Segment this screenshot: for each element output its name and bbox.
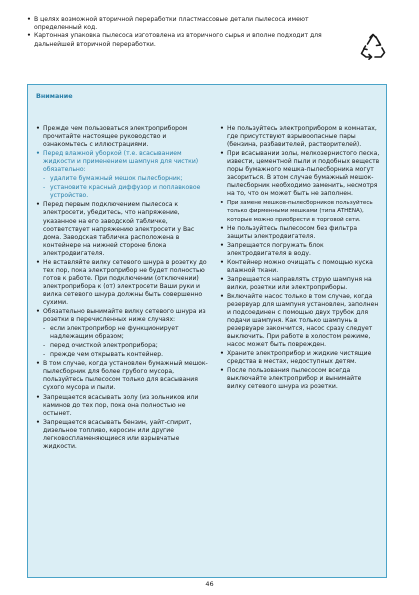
list-item: • При замене мешков-пылесборников пользуйтесь только фирменными мешками (типа ATHENA), которые можно приобрести в торговой сети.: [220, 199, 382, 223]
list-item: • При всасывании золы, мелкозернистого песка, извести, цементной пыли и подобных веществ поры бумажного мешка-пылесборника могут засориться. В этом случае бумажный мешок-пылесборник необходимо заменить, несмотря на то, что он может быть не заполнен.: [220, 150, 382, 198]
list-subitem: - если электроприбор не функционирует надлежащим образом;: [36, 325, 212, 341]
list-subitem: - перед очисткой электроприбора;: [36, 342, 212, 350]
recycle-icon: [359, 32, 387, 60]
list-subitem: - установите красный диффузор и поплавковое устройство.: [36, 184, 212, 200]
intro-note: • В целях возможной вторичной переработки пластмассовые детали пылесоса имеют определенный код.: [27, 16, 349, 32]
list-item: • Не пользуйтесь пылесосом без фильтра защиты электродвигателя.: [220, 225, 382, 241]
list-subitem: - удалите бумажный мешок пылесборник;: [36, 175, 212, 183]
warning-column-left: [36, 125, 212, 452]
intro-note: • Картонная упаковка пылесоса изготовлена из вторичного сырья и вполне подходит для дальнейшей вторичной переработки.: [27, 32, 349, 48]
intro-list: [27, 16, 349, 49]
list-item: • После пользования пылесосом всегда выключайте электроприбор и вынимайте вилку сетевого шнура из розетки.: [220, 367, 382, 391]
warning-column-right: [220, 125, 382, 393]
list-item: • Запрещается всасывать бензин, уайт-спирит, дизельное топливо, керосин или другие легковоспламеняющиеся или взрывчатые жидкости.: [36, 419, 212, 451]
list-subitem: - прежде чем открывать контейнер.: [36, 351, 212, 359]
list-item: • Запрещается направлять струю шампуня на вилки, розетки или электроприборы.: [220, 276, 382, 292]
list-item: • Запрещается погружать блок электродвигателя в воду.: [220, 242, 382, 258]
list-item: • Не вставляйте вилку сетевого шнура в розетку до тех пор, пока электроприбор не будет полностью готов к работе. При подключении (отключении) электроприбора к (от) электросети Ваши руки и вилка сетевого шнура должны быть совершенно сухими.: [36, 259, 212, 307]
list-item: • Перед влажной уборкой (т.е. всасыванием жидкости и применением шампуня для чистки) обязательно:: [36, 150, 212, 174]
list-item: • Обязательно вынимайте вилку сетевого шнура из розетки в перечисленных ниже случаях:: [36, 308, 212, 324]
list-item: • Контейнер можно очищать с помощью куска влажной ткани.: [220, 259, 382, 275]
warning-box: [27, 84, 387, 578]
list-item: • Храните электроприбор и жидкие чистящие средства в местах, недоступных детям.: [220, 350, 382, 366]
list-item: • Перед первым подключением пылесоса к электросети, убедитесь, что напряжение, указанное на его заводской табличке, соответствует напряжению электросети у Вас дома. Заводская табличка расположена в контейнере на нижней стороне блока электродвигателя.: [36, 201, 212, 257]
warning-title: Внимание: [36, 92, 73, 100]
list-item: • Не пользуйтесь электроприбором в комнатах, где присутствуют взрывоопасные пары (бензина, разбавителей, растворителей).: [220, 125, 382, 149]
intro-notes: [27, 16, 349, 49]
list-item: • Запрещается всасывать золу (из зольников или каминов до тех пор, пока она полностью не остынет.: [36, 394, 212, 418]
list-item: • В том случае, когда установлен бумажный мешок-пылесборник для более грубого мусора, пользуйтесь пылесосом только для всасывания сухого мусора и пыли.: [36, 360, 212, 392]
page-number: 46: [205, 580, 214, 588]
list-item: • Включайте насос только в том случае, когда резервуар для шампуня установлен, заполнен и подсоединен с помощью двух трубок для подачи шампуня. Как только шампунь в резервуаре закончится, насос сразу следует выключить. При работе в холостом режиме, насос может быть поврежден.: [220, 293, 382, 349]
list-item: • Прежде чем пользоваться электроприбором прочитайте настоящее руководство и ознакомьтесь с иллюстрациями.: [36, 125, 212, 149]
